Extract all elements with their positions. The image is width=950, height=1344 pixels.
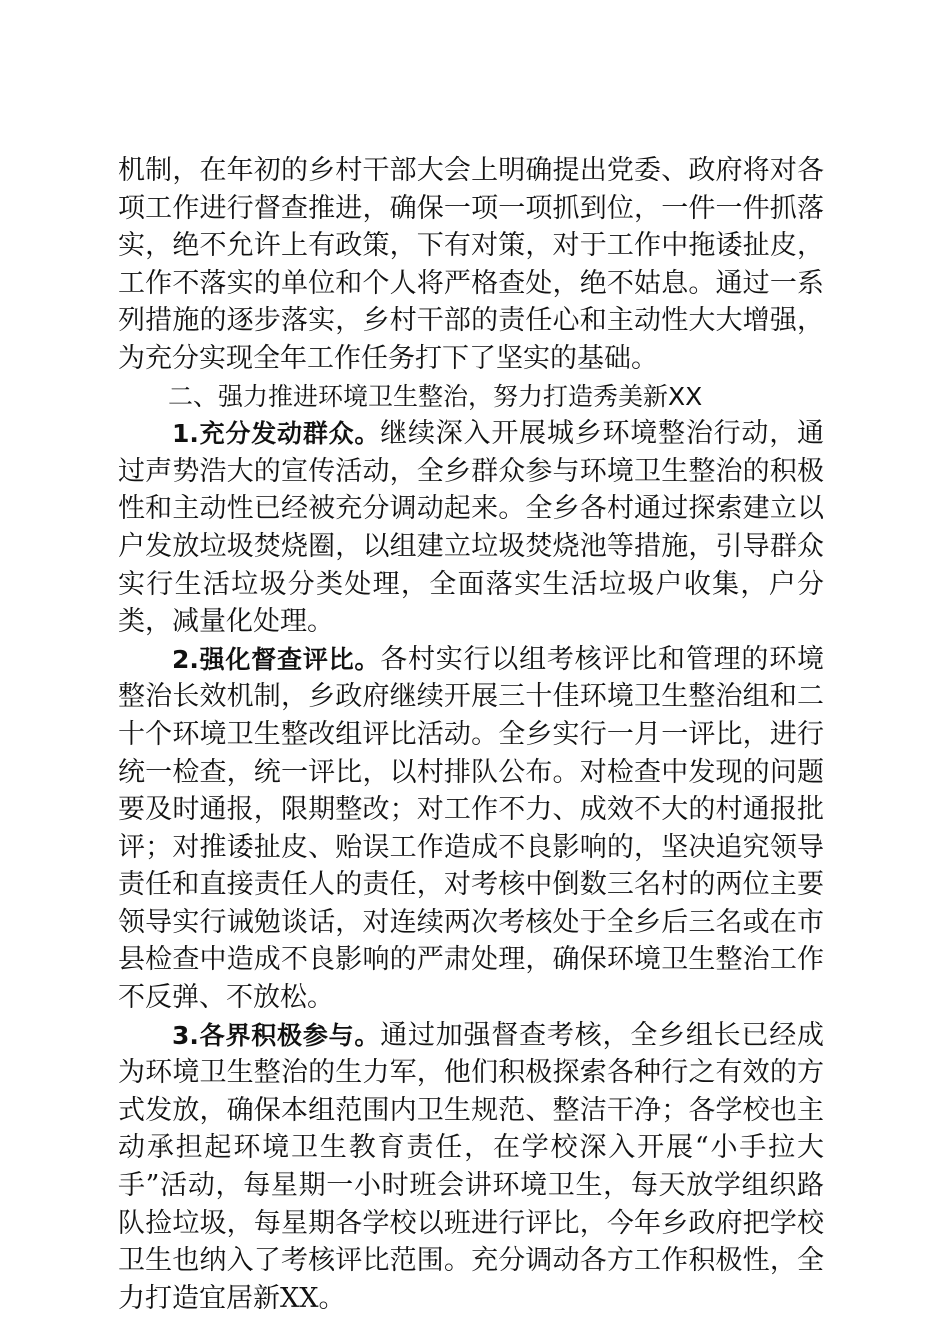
list-item xyxy=(118,415,824,641)
continuation-paragraph: 机制，在年初的乡村干部大会上明确提出党委、政府将对各项工作进行督查推进，确保一项一项抓到位，一件一件抓落实，绝不允许上有政策，下有对策，对于工作中拖诿扯皮，工作不落实的单位和个人将严格查处，绝不姑息。通过一系列措施的逐步落实，乡村干部的责任心和主动性大大增强，为充分实现全年工作任务打下了坚实的基础。 xyxy=(118,155,824,374)
item-text: 通过加强督查考核，全乡组长已经成为环境卫生整治的生力军，他们积极探索各种行之有效的方式发放，确保本组范围内卫生规范、整洁干净；各学校也主动承担起环境卫生教育责任，在学校深入开展“小手拉大手”活动，每星期一小时班会讲环境卫生，每天放学组织路队捡垃圾，每星期各学校以班进行评比，今年乡政府把学校卫生也纳入了考核评比范围。充分调动各方工作积极性，全力打造宜居新XX。 xyxy=(118,1019,824,1314)
item-lead: 2.强化督查评比。 xyxy=(172,644,381,674)
item-text: 继续深入开展城乡环境整治行动，通过声势浩大的宣传活动，全乡群众参与环境卫生整治的积极性和主动性已经被充分调动起来。全乡各村通过探索建立以户发放垃圾焚烧圈，以组建立垃圾焚烧池等措施，引导群众实行生活垃圾分类处理，全面落实生活垃圾户收集，户分类，减量化处理。 xyxy=(118,418,824,638)
list-item xyxy=(118,641,824,1017)
item-lead: 1.充分发动群众。 xyxy=(172,419,381,449)
list-item xyxy=(118,1017,824,1318)
item-text: 各村实行以组考核评比和管理的环境整治长效机制，乡政府继续开展三十佳环境卫生整治组和二十个环境卫生整改组评比活动。全乡实行一月一评比，进行统一检查，统一评比，以村排队公布。对检查中发现的问题要及时通报，限期整改；对工作不力、成效不大的村通报批评；对推诿扯皮、贻误工作造成不良影响的，坚决追究领导责任和直接责任人的责任，对考核中倒数三名村的两位主要领导实行诫勉谈话，对连续两次考核处于全乡后三名或在市县检查中造成不良影响的严肃处理，确保环境卫生整治工作不反弹、不放松。 xyxy=(118,643,824,1014)
section-heading: 二、强力推进环境卫生整治，努力打造秀美新XX xyxy=(168,381,703,411)
item-lead: 3.各界积极参与。 xyxy=(172,1020,381,1050)
document-body xyxy=(118,152,824,1317)
